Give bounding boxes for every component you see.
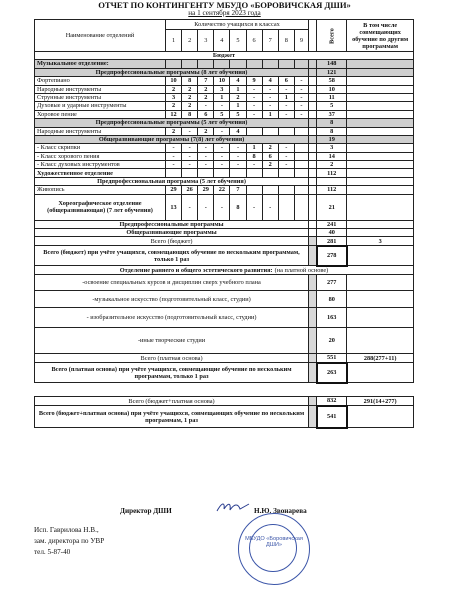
class-count: 2 <box>166 85 182 93</box>
director-signature <box>216 500 250 514</box>
table-row <box>35 354 414 363</box>
total-row-value: 832 <box>317 397 347 406</box>
paid-row-total: 277 <box>317 275 347 291</box>
class-count: - <box>278 144 294 152</box>
class-count <box>294 144 308 152</box>
table-row <box>35 52 414 60</box>
class-count: - <box>246 194 262 220</box>
table-row <box>35 246 414 266</box>
table-row <box>35 406 414 428</box>
class-count: 4 <box>230 77 246 85</box>
class-count: - <box>198 161 214 169</box>
class-count: 1 <box>246 144 262 152</box>
row-gap <box>309 186 317 194</box>
official-stamp <box>238 513 310 585</box>
class-count <box>262 127 278 135</box>
class-count: 1 <box>230 85 246 93</box>
paid-row-name: -иные творческие студии <box>35 328 309 354</box>
row-incl <box>347 127 414 135</box>
class-count <box>230 169 246 177</box>
header-count: Количество учащихся в классах <box>166 20 309 30</box>
class-count: - <box>262 102 278 110</box>
section-title: Предпрофессиональная программа (5 лет обучения) <box>35 177 309 185</box>
total-row-value: 263 <box>317 363 347 383</box>
row-gap <box>309 308 317 328</box>
stamp-text: МБУДО «Боровичская ДШИ» <box>245 536 303 549</box>
class-count: 1 <box>214 93 230 101</box>
class-count <box>294 186 308 194</box>
class-count <box>278 169 294 177</box>
class-count: 6 <box>278 77 294 85</box>
class-count: 12 <box>166 110 182 118</box>
row-incl <box>347 161 414 169</box>
row-incl <box>347 93 414 101</box>
row-total: 278 <box>317 246 347 266</box>
header-gap <box>309 20 317 52</box>
header-dept: Наименование отделений <box>35 20 166 52</box>
class-count: - <box>262 93 278 101</box>
row-gap <box>309 169 317 177</box>
table-row <box>35 397 414 406</box>
class-count: 2 <box>230 93 246 101</box>
class-count: - <box>294 93 308 101</box>
class-count: 3 <box>166 93 182 101</box>
table-row <box>35 85 414 93</box>
table-row <box>35 68 414 76</box>
paid-row-total: 163 <box>317 308 347 328</box>
row-incl <box>347 77 414 85</box>
class-count: - <box>294 85 308 93</box>
row-name: Фортепиано <box>35 77 166 85</box>
total-row-value: 551 <box>317 354 347 363</box>
header-class: 7 <box>262 30 278 52</box>
class-count: - <box>230 161 246 169</box>
row-gap <box>309 177 317 185</box>
row-incl <box>347 186 414 194</box>
row-name: Струнные инструменты <box>35 93 166 101</box>
paid-note: (на платной основе) <box>274 266 329 274</box>
class-count: - <box>278 102 294 110</box>
class-count <box>198 169 214 177</box>
row-gap <box>309 275 317 291</box>
class-count: - <box>198 102 214 110</box>
table-row <box>35 308 414 328</box>
class-count <box>246 169 262 177</box>
row-name: Хоровое пение <box>35 110 166 118</box>
row-gap <box>309 161 317 169</box>
total-row-incl <box>347 363 414 383</box>
row-gap <box>309 68 317 76</box>
row-incl <box>347 85 414 93</box>
class-count: 2 <box>166 102 182 110</box>
row-incl <box>347 102 414 110</box>
class-count: - <box>294 110 308 118</box>
paid-row-name: - изобразительное искусство (подготовительный класс, студии) <box>35 308 309 328</box>
row-total: 112 <box>317 186 347 194</box>
class-count: - <box>278 152 294 160</box>
table-row <box>35 20 414 30</box>
class-count: - <box>166 152 182 160</box>
header-class: 3 <box>198 30 214 52</box>
row-incl <box>347 144 414 152</box>
row-total: 5 <box>317 102 347 110</box>
class-count <box>246 60 262 68</box>
row-name: Народные инструменты <box>35 85 166 93</box>
class-count: - <box>294 102 308 110</box>
header-class: 1 <box>166 30 182 52</box>
row-incl <box>347 68 414 76</box>
row-total: 121 <box>317 68 347 76</box>
class-count: 6 <box>262 152 278 160</box>
class-count: - <box>214 161 230 169</box>
class-count: 2 <box>182 102 198 110</box>
class-count <box>278 194 294 220</box>
paid-row-total: 20 <box>317 328 347 354</box>
class-count <box>294 152 308 160</box>
row-incl <box>347 119 414 127</box>
class-count: - <box>246 110 262 118</box>
class-count: 10 <box>166 77 182 85</box>
total-row-incl: 288(277+11) <box>347 354 414 363</box>
contingent-table <box>34 19 414 429</box>
row-gap <box>309 93 317 101</box>
class-count: - <box>182 127 198 135</box>
total-row-incl: 291(14+277) <box>347 397 414 406</box>
table-row <box>35 144 414 152</box>
row-incl <box>347 275 414 291</box>
row-total: 8 <box>317 127 347 135</box>
total-row-value: 541 <box>317 406 347 428</box>
paid-row-name: -освоение специальных курсов и дисциплин сверх учебного плана <box>35 275 309 291</box>
class-count: - <box>278 110 294 118</box>
table-row <box>35 77 414 85</box>
class-count: - <box>230 144 246 152</box>
row-name: Музыкальное отделение: <box>35 60 166 68</box>
row-name: - Класс скрипки <box>35 144 166 152</box>
class-count: - <box>246 93 262 101</box>
row-gap <box>309 291 317 308</box>
class-count <box>182 60 198 68</box>
class-count: - <box>166 161 182 169</box>
class-count: 6 <box>198 110 214 118</box>
table-row <box>35 152 414 160</box>
row-name: - Класс духовых инструментов <box>35 161 166 169</box>
row-total: 281 <box>317 237 347 246</box>
row-gap <box>309 194 317 220</box>
row-incl <box>347 328 414 354</box>
table-row <box>35 194 414 220</box>
class-count: 7 <box>230 186 246 194</box>
class-count: - <box>262 194 278 220</box>
row-total: 3 <box>317 144 347 152</box>
row-name: Всего (бюджет) <box>35 237 309 246</box>
class-count: 1 <box>262 110 278 118</box>
paid-row-name: -музыкальное искусство (подготовительный класс, студии) <box>35 291 309 308</box>
report-title: ОТЧЕТ ПО КОНТИНГЕНТУ МБУДО «БОРОВИЧСКАЯ ДШИ» <box>98 0 351 10</box>
row-total: 19 <box>317 135 347 143</box>
row-gap <box>309 220 317 228</box>
header-incl: В том числе совмещающих обучение по другим программам <box>347 20 414 52</box>
row-total: 14 <box>317 152 347 160</box>
class-count <box>166 60 182 68</box>
total-row-name: Всего (бюджет+платная основа) <box>35 397 309 406</box>
header-total: Всего <box>317 20 347 52</box>
table-row <box>35 169 414 177</box>
class-count <box>262 169 278 177</box>
executor-line3: тел. 5-87-40 <box>34 548 71 556</box>
class-count: 4 <box>230 127 246 135</box>
class-count: 4 <box>262 77 278 85</box>
table-row <box>35 161 414 169</box>
header-class: 6 <box>246 30 262 52</box>
class-count: 2 <box>182 85 198 93</box>
class-count: 2 <box>182 93 198 101</box>
class-count <box>214 60 230 68</box>
row-total: 241 <box>317 220 347 228</box>
class-count: 13 <box>166 194 182 220</box>
report-date: на 1 сентября 2023 года <box>188 9 261 17</box>
class-count: 8 <box>182 77 198 85</box>
table-row <box>35 383 414 397</box>
class-count: 2 <box>198 127 214 135</box>
row-name: Духовые и ударные инструменты <box>35 102 166 110</box>
class-count: 26 <box>182 186 198 194</box>
executor-line2: зам. директора по УВР <box>34 537 105 545</box>
section-title: Предпрофессиональные программы (8 лет обучения) <box>35 68 309 76</box>
class-count: - <box>214 152 230 160</box>
class-count: 2 <box>262 161 278 169</box>
row-incl <box>347 110 414 118</box>
table-row <box>35 135 414 143</box>
class-count: - <box>214 102 230 110</box>
class-count: 22 <box>214 186 230 194</box>
class-count: - <box>198 194 214 220</box>
class-count <box>262 60 278 68</box>
class-count: 29 <box>198 186 214 194</box>
table-row <box>35 237 414 246</box>
row-total: 112 <box>317 169 347 177</box>
header-class: 9 <box>294 30 308 52</box>
row-incl <box>347 60 414 68</box>
section-title: Общеразвивающие программы (7(8) лет обучения) <box>35 135 309 143</box>
class-count: - <box>182 194 198 220</box>
class-count: - <box>294 77 308 85</box>
row-name: Живопись <box>35 186 166 194</box>
table-row <box>35 177 414 185</box>
class-count: 8 <box>246 152 262 160</box>
header-class: 2 <box>182 30 198 52</box>
class-count: - <box>198 152 214 160</box>
row-incl <box>347 135 414 143</box>
table-row <box>35 229 414 237</box>
class-count <box>278 127 294 135</box>
class-count: - <box>246 161 262 169</box>
class-count: 9 <box>246 77 262 85</box>
row-name: Художественное отделение <box>35 169 166 177</box>
row-gap <box>309 127 317 135</box>
row-gap <box>309 406 317 428</box>
row-total: 37 <box>317 110 347 118</box>
table-row <box>35 363 414 383</box>
class-count: 1 <box>278 93 294 101</box>
row-total: 40 <box>317 229 347 237</box>
class-count <box>294 161 308 169</box>
class-count: - <box>214 194 230 220</box>
table-row <box>35 127 414 135</box>
executor-line1: Исп. Гаврилова Н.В., <box>34 526 99 534</box>
class-count: - <box>182 144 198 152</box>
row-name: Народные инструменты <box>35 127 166 135</box>
row-incl <box>347 169 414 177</box>
row-gap <box>309 229 317 237</box>
class-count <box>262 186 278 194</box>
class-count <box>230 60 246 68</box>
row-gap <box>309 354 317 363</box>
row-gap <box>309 246 317 266</box>
paid-title-cell <box>35 266 414 275</box>
row-incl <box>347 194 414 220</box>
row-name: - Класс хорового пения <box>35 152 166 160</box>
header-class: 5 <box>230 30 246 52</box>
row-gap <box>309 119 317 127</box>
class-count: - <box>278 161 294 169</box>
table-row <box>35 291 414 308</box>
row-total: 10 <box>317 85 347 93</box>
row-total: 58 <box>317 77 347 85</box>
row-gap <box>309 152 317 160</box>
row-gap <box>309 85 317 93</box>
row-total: 148 <box>317 60 347 68</box>
total-row-name: Всего (платная основа) <box>35 354 309 363</box>
row-gap <box>309 60 317 68</box>
director-role: Директор ДШИ <box>120 507 172 515</box>
budget-label: Бюджет <box>35 52 414 60</box>
row-total: 8 <box>317 119 347 127</box>
director-name: Н.Ю. Звонарева <box>254 507 307 515</box>
class-count <box>294 194 308 220</box>
table-row <box>35 186 414 194</box>
table-row <box>35 60 414 68</box>
table-row <box>35 220 414 228</box>
row-incl <box>347 152 414 160</box>
header-class: 4 <box>214 30 230 52</box>
paid-title: Отделение раннего и общего эстетического развития: <box>119 266 273 274</box>
total-row-name: Всего (бюджет+платная основа) при учёте учащихся, совмещающих обучение по нескольким программам, 1 раз <box>35 406 309 428</box>
class-count: 29 <box>166 186 182 194</box>
row-total: 2 <box>317 161 347 169</box>
class-count: 8 <box>230 194 246 220</box>
row-incl <box>347 220 414 228</box>
row-gap <box>309 237 317 246</box>
class-count <box>182 169 198 177</box>
class-count: - <box>246 85 262 93</box>
row-gap <box>309 363 317 383</box>
table-row <box>35 102 414 110</box>
class-count <box>246 127 262 135</box>
class-count: 10 <box>214 77 230 85</box>
class-count: 8 <box>182 110 198 118</box>
row-incl: 3 <box>347 237 414 246</box>
class-count: - <box>182 161 198 169</box>
class-count <box>294 60 308 68</box>
class-count: - <box>182 152 198 160</box>
row-gap <box>309 77 317 85</box>
class-count <box>294 127 308 135</box>
section-title: Предпрофессиональные программы (5 лет обучения) <box>35 119 309 127</box>
class-count: - <box>246 102 262 110</box>
table-row <box>35 93 414 101</box>
class-count: - <box>214 144 230 152</box>
class-count: 2 <box>166 127 182 135</box>
class-count: - <box>278 85 294 93</box>
class-count <box>214 169 230 177</box>
row-gap <box>309 144 317 152</box>
class-count: 2 <box>198 93 214 101</box>
row-gap <box>309 102 317 110</box>
table-row <box>35 110 414 118</box>
class-count <box>278 186 294 194</box>
total-row-incl <box>347 406 414 428</box>
row-name: Всего (бюджет) при учёте учащихся, совмещающих обучение по нескольким программам, только 1 раз <box>35 246 309 266</box>
class-count <box>246 186 262 194</box>
row-gap <box>309 135 317 143</box>
spacer <box>35 383 414 397</box>
paid-row-total: 80 <box>317 291 347 308</box>
header-class: 8 <box>278 30 294 52</box>
section-title: Общеразвивающие программы <box>35 229 309 237</box>
table-row <box>35 119 414 127</box>
row-total: 21 <box>317 194 347 220</box>
row-total: 11 <box>317 93 347 101</box>
table-row <box>35 328 414 354</box>
row-name: Хореографическое отделение (общеразвивающая) (7 лет обучения) <box>35 194 166 220</box>
class-count: - <box>166 144 182 152</box>
class-count: 5 <box>214 110 230 118</box>
row-incl <box>347 177 414 185</box>
class-count <box>278 60 294 68</box>
class-count: - <box>198 144 214 152</box>
class-count: 2 <box>198 85 214 93</box>
class-count: - <box>262 85 278 93</box>
total-row-name: Всего (платная основа) при учёте учащихся, совмещающие обучение по нескольким программам, только 1 раз <box>35 363 309 383</box>
row-gap <box>309 397 317 406</box>
class-count: 5 <box>230 110 246 118</box>
row-incl <box>347 229 414 237</box>
class-count: - <box>230 152 246 160</box>
row-incl <box>347 291 414 308</box>
table-row <box>35 266 414 275</box>
class-count: - <box>214 127 230 135</box>
class-count <box>198 60 214 68</box>
row-gap <box>309 110 317 118</box>
class-count: 1 <box>230 102 246 110</box>
class-count <box>294 169 308 177</box>
row-gap <box>309 328 317 354</box>
table-row <box>35 275 414 291</box>
class-count <box>166 169 182 177</box>
class-count: 2 <box>262 144 278 152</box>
row-incl <box>347 246 414 266</box>
section-title: Предпрофессиональные программы <box>35 220 309 228</box>
row-incl <box>347 308 414 328</box>
class-count: 3 <box>214 85 230 93</box>
class-count: 7 <box>198 77 214 85</box>
row-total <box>317 177 347 185</box>
